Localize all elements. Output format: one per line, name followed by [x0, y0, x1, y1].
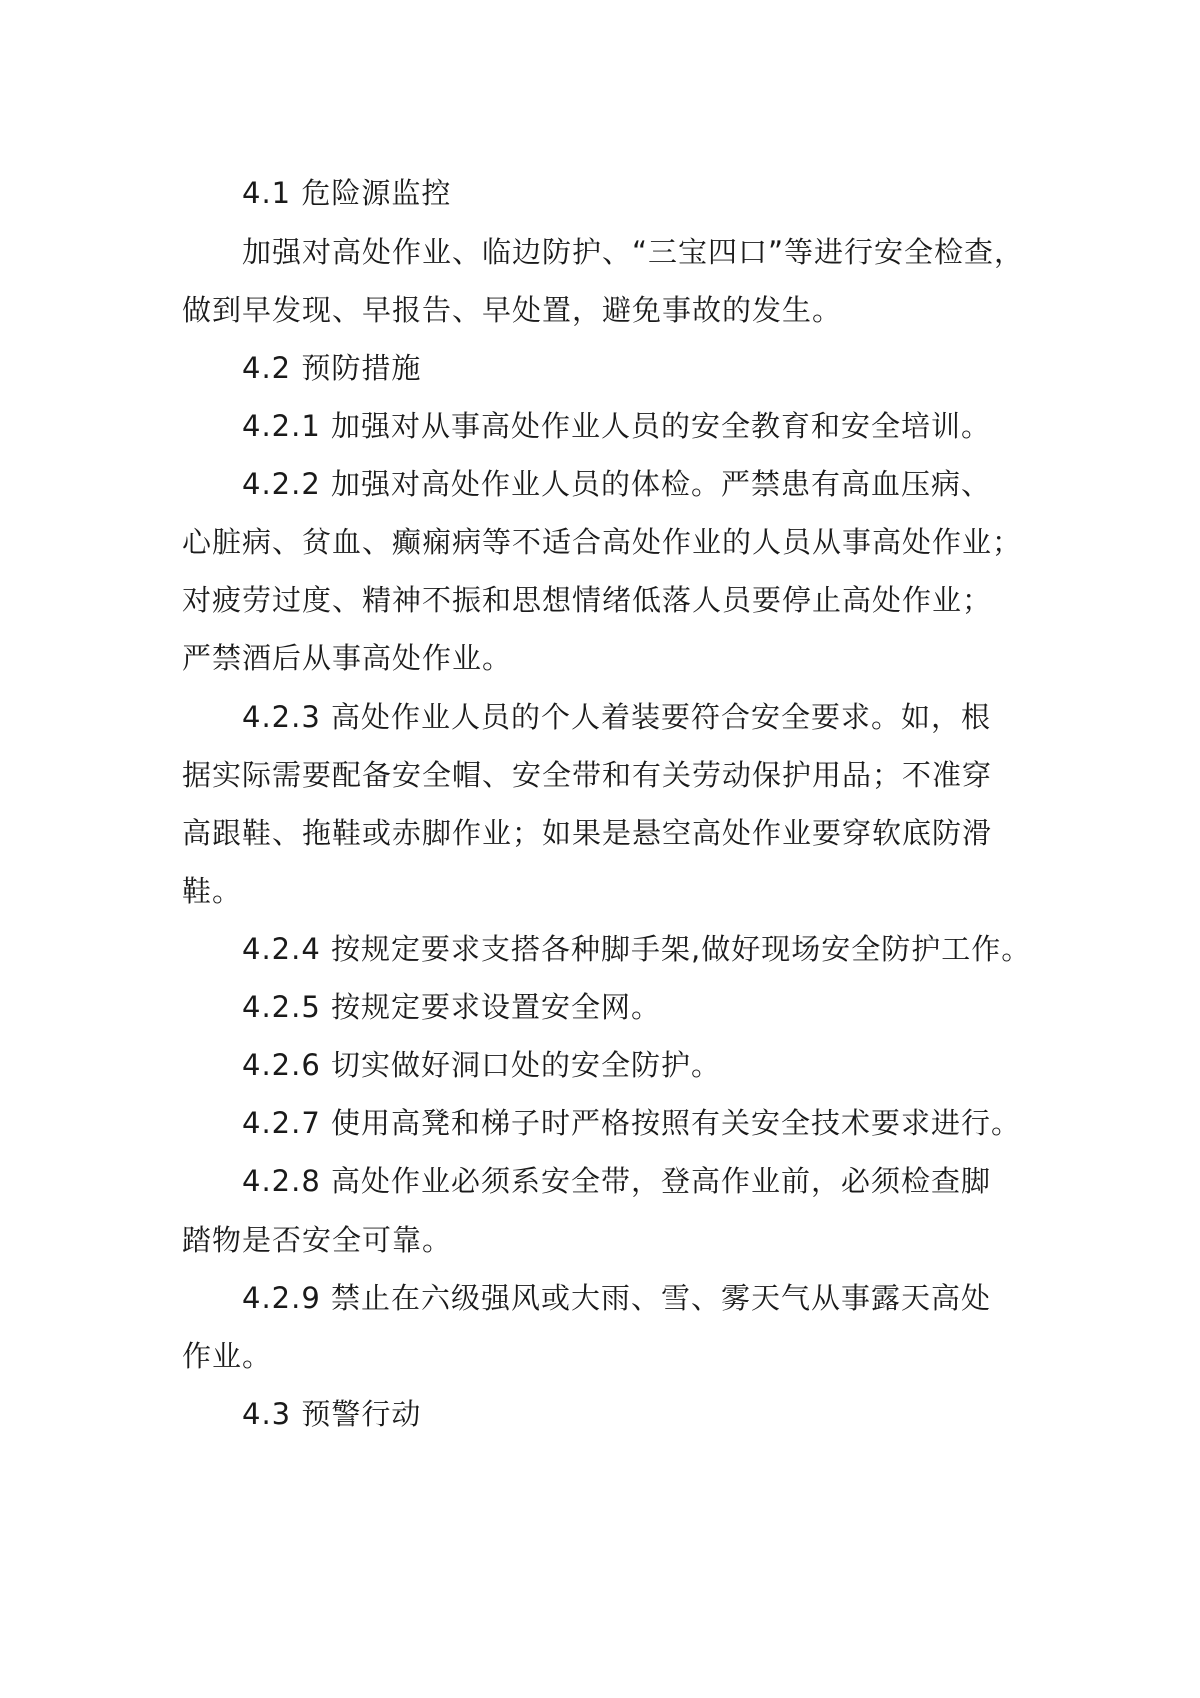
clause-4-2-4: 4.2.4 按规定要求支搭各种脚手架,做好现场安全防护工作。 — [242, 932, 1032, 966]
paragraph-line: 鞋。 — [182, 874, 243, 908]
section-heading-4-2: 4.2 预防措施 — [242, 351, 422, 385]
paragraph-line: 严禁酒后从事高处作业。 — [182, 641, 513, 675]
paragraph-line: 做到早发现、早报告、早处置，避免事故的发生。 — [182, 293, 843, 327]
paragraph-line: 加强对高处作业、临边防护、“三宝四口”等进行安全检查， — [242, 235, 1025, 269]
clause-4-2-9: 4.2.9 禁止在六级强风或大雨、雪、雾天气从事露天高处 — [242, 1281, 992, 1315]
clause-4-2-7: 4.2.7 使用高凳和梯子时严格按照有关安全技术要求进行。 — [242, 1106, 1022, 1140]
paragraph-line: 心脏病、贫血、癫痫病等不适合高处作业的人员从事高处作业； — [182, 525, 1023, 559]
paragraph-line: 高跟鞋、拖鞋或赤脚作业；如果是悬空高处作业要穿软底防滑 — [182, 816, 993, 850]
paragraph-line: 据实际需要配备安全帽、安全带和有关劳动保护用品；不准穿 — [182, 758, 993, 792]
paragraph-line: 作业。 — [182, 1339, 273, 1373]
clause-4-2-2: 4.2.2 加强对高处作业人员的体检。严禁患有高血压病、 — [242, 467, 992, 501]
clause-4-2-6: 4.2.6 切实做好洞口处的安全防护。 — [242, 1048, 722, 1082]
paragraph-line: 对疲劳过度、精神不振和思想情绪低落人员要停止高处作业； — [182, 583, 993, 617]
clause-4-2-5: 4.2.5 按规定要求设置安全网。 — [242, 990, 662, 1024]
clause-4-2-8: 4.2.8 高处作业必须系安全带，登高作业前，必须检查脚 — [242, 1164, 992, 1198]
section-heading-4-1: 4.1 危险源监控 — [242, 176, 452, 210]
paragraph-line: 踏物是否安全可靠。 — [182, 1223, 453, 1257]
clause-4-2-1: 4.2.1 加强对从事高处作业人员的安全教育和安全培训。 — [242, 409, 992, 443]
clause-4-2-3: 4.2.3 高处作业人员的个人着装要符合安全要求。如，根 — [242, 700, 992, 734]
section-heading-4-3: 4.3 预警行动 — [242, 1397, 422, 1431]
